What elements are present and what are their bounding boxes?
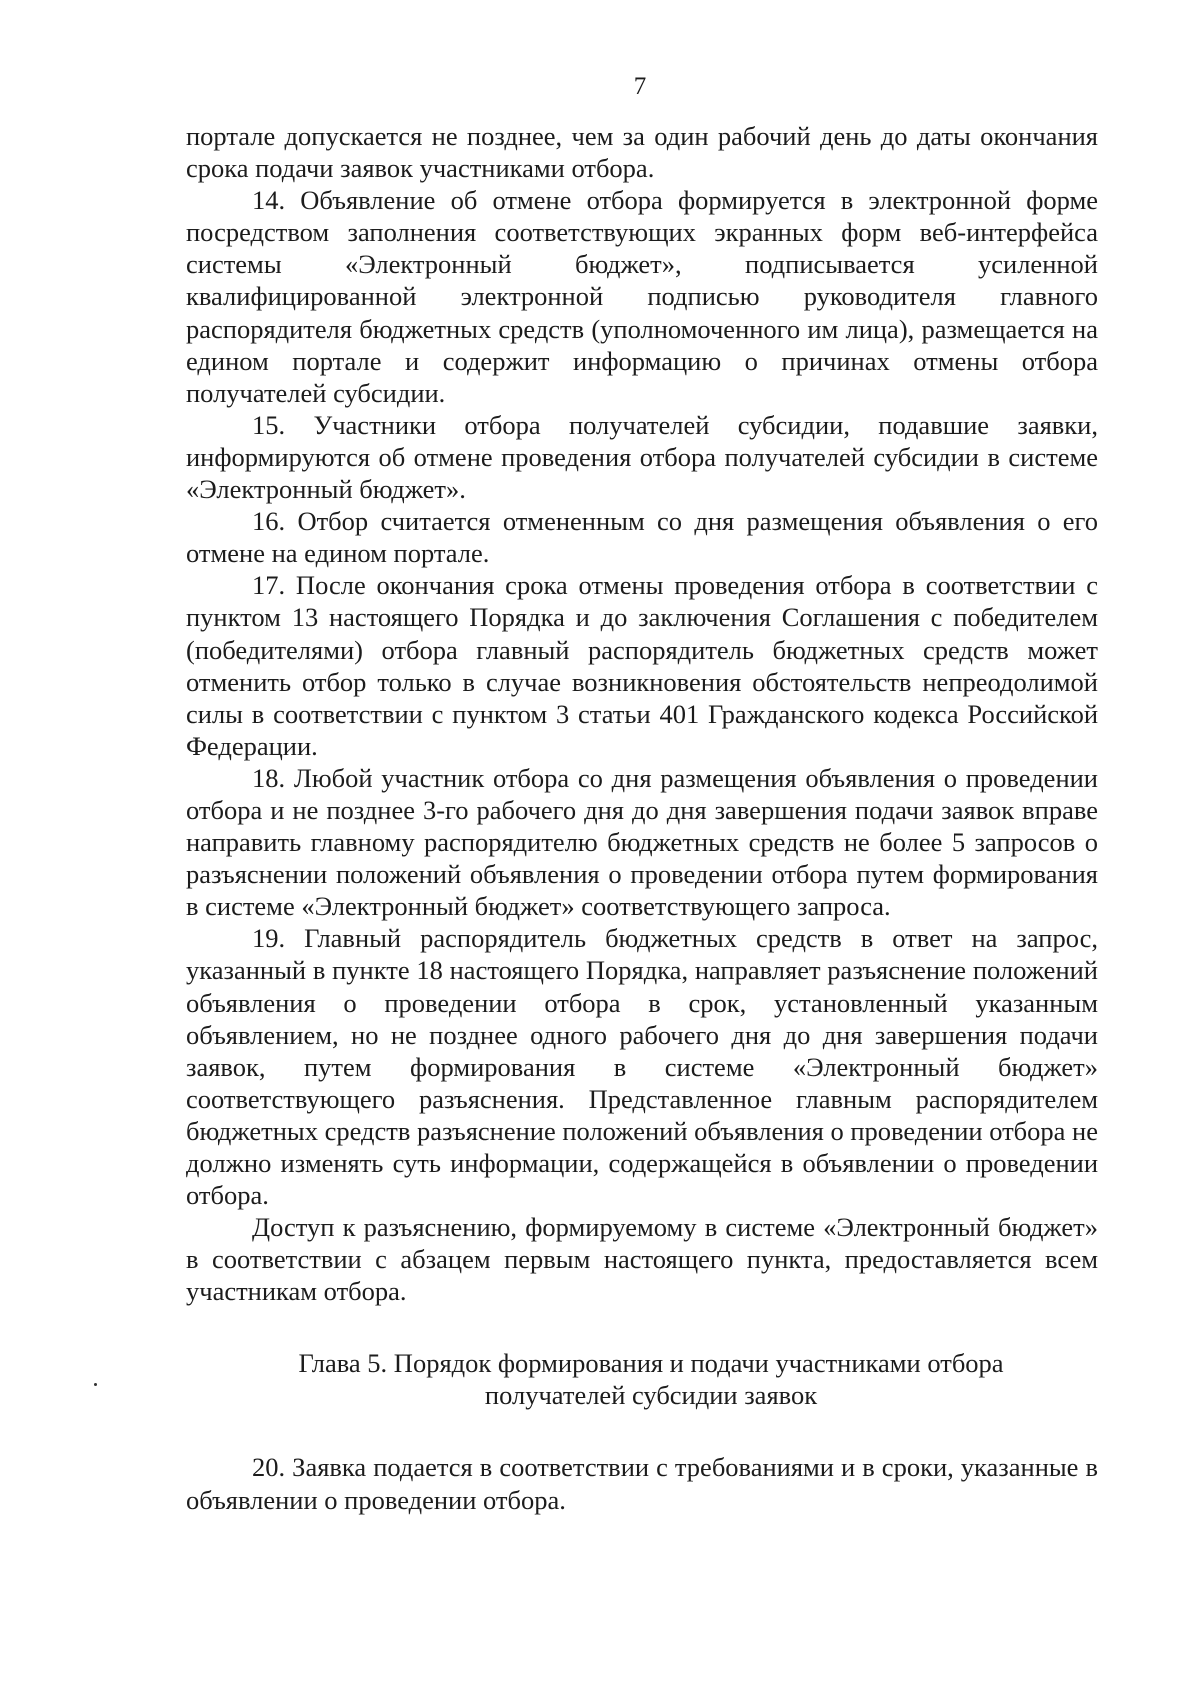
paragraph-16: 16. Отбор считается отмененным со дня размещения объявления о его отмене на едином портале. [186, 506, 1098, 569]
document-body [186, 120, 1098, 1516]
paragraph-15: 15. Участники отбора получателей субсидии, подавшие заявки, информируются об отмене проведения отбора получателей субсидии в системе «Электронный бюджет». [186, 409, 1098, 505]
paragraph-17: 17. После окончания срока отмены проведения отбора в соответствии с пунктом 13 настоящего Порядка и до заключения Соглашения с победителем (победителями) отбора главный распорядитель бюджетных средств может отменить отбор только в случае возникновения обстоятельств непреодолимой силы в соответствии с пунктом 3 статьи 401 Гражданского кодекса Российской Федерации. [186, 570, 1098, 761]
paragraph-20: 20. Заявка подается в соответствии с требованиями и в сроки, указанные в объявлении о проведении отбора. [186, 1452, 1098, 1515]
spacer [186, 1411, 1098, 1451]
paragraph-19: 19. Главный распорядитель бюджетных средств в ответ на запрос, указанный в пункте 18 настоящего Порядка, направляет разъяснение положений объявления о проведении отбора в срок, установленный указанным объявлением, но не позднее одного рабочего дня до дня завершения подачи заявок, путем формирования в системе «Электронный бюджет» соответствующего разъяснения. Представленное главным распорядителем бюджетных средств разъяснение положений объявления о проведении отбора не должно изменять суть информации, содержащейся в объявлении о проведении отбора. [186, 923, 1098, 1211]
chapter-heading-line-1: Глава 5. Порядок формирования и подачи участниками отбора [298, 1348, 1004, 1379]
paragraph-14: 14. Объявление об отмене отбора формируется в электронной форме посредством заполнения соответствующих экранных форм веб-интерфейса системы «Электронный бюджет», подписывается усиленной квалифицированной электронной подписью руководителя главного распорядителя бюджетных средств (уполномоченного им лица), размещается на едином портале и содержит информацию о причинах отмены отбора получателей субсидии. [186, 185, 1098, 408]
paragraph-19-access: Доступ к разъяснению, формируемому в системе «Электронный бюджет» в соответствии с абзацем первым настоящего пункта, предоставляется всем участникам отбора. [186, 1212, 1098, 1307]
paragraph-continuation: порталe допускается не позднее, чем за один рабочий день до даты окончания срока подачи заявок участниками отбора. [186, 121, 1098, 184]
scan-speck [94, 1383, 97, 1386]
chapter-heading-line-2: получателей субсидии заявок [484, 1380, 818, 1411]
chapter-heading [186, 1347, 1098, 1411]
page-number: 7 [633, 73, 647, 100]
paragraph-18: 18. Любой участник отбора со дня размещения объявления о проведении отбора и не позднее 3-го рабочего дня до дня завершения подачи заявок вправе направить главному распорядителю бюджетных средств не более 5 запросов о разъяснении положений объявления о проведении отбора путем формирования в системе «Электронный бюджет» соответствующего запроса. [186, 762, 1098, 922]
